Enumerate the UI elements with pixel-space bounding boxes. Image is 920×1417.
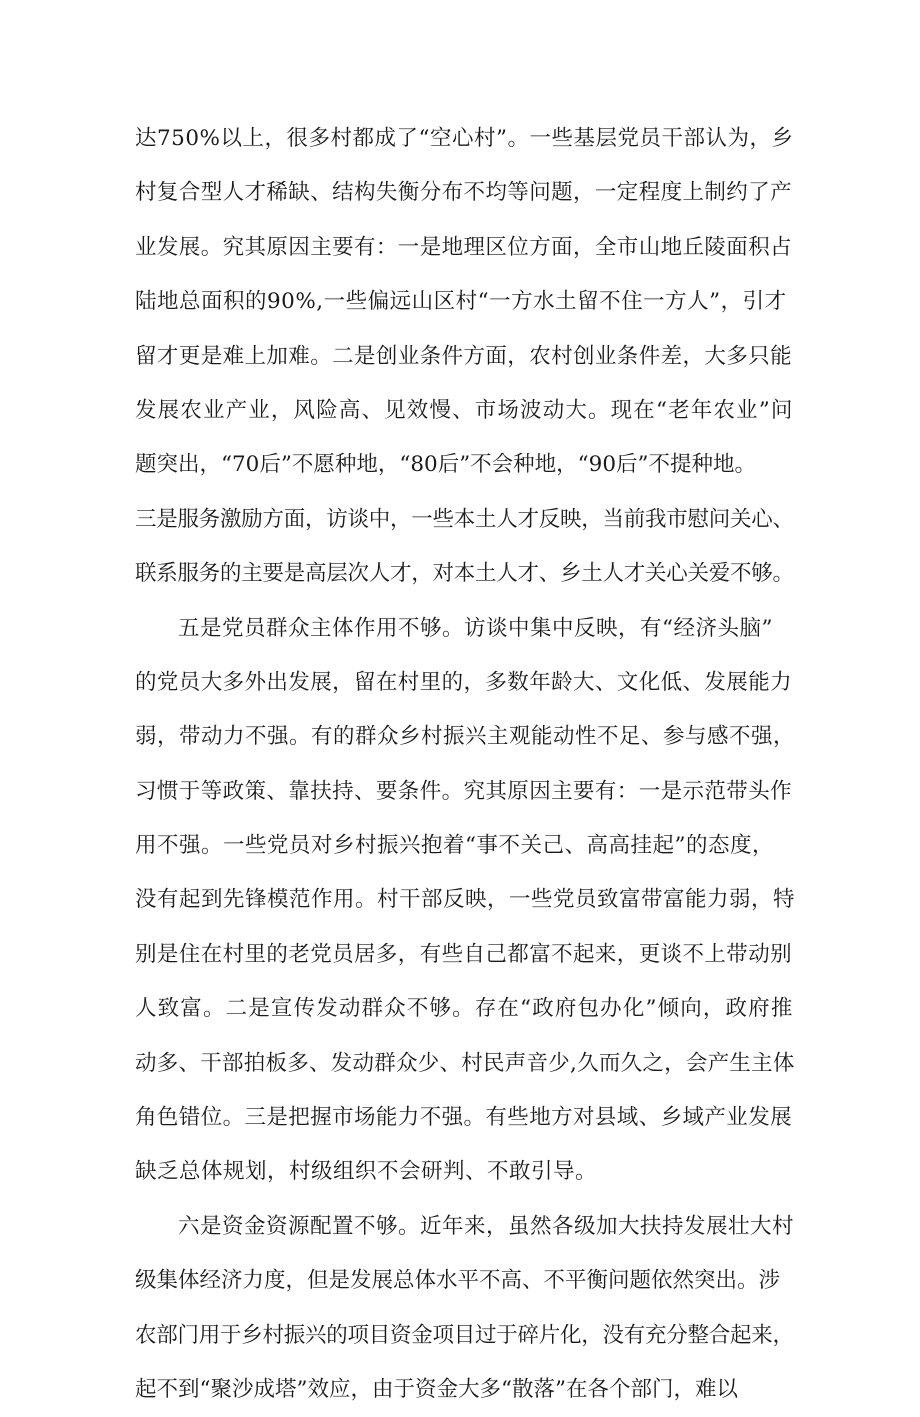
text-line: 角色错位。三是把握市场能力不强。有些地方对县域、乡域产业发展 xyxy=(135,1105,793,1131)
text-line: 习惯于等政策、靠扶持、要条件。究其原因主要有：一是示范带头作 xyxy=(135,778,793,804)
paragraph-start-line: 六是资金资源配置不够。近年来，虽然各级加大扶持发展壮大村 xyxy=(178,1213,795,1239)
text-line: 弱，带动力不强。有的群众乡村振兴主观能动性不足、参与感不强， xyxy=(135,724,796,750)
text-line: 用不强。一些党员对乡村振兴抱着“事不关己、高高挂起”的态度， xyxy=(135,833,774,859)
text-line: 村复合型人才稀缺、结构失衡分布不均等问题，一定程度上制约了产 xyxy=(135,180,793,206)
paragraph-start-line: 五是党员群众主体作用不够。访谈中集中反映，有“经济头脑” xyxy=(178,615,773,641)
text-line: 业发展。究其原因主要有：一是地理区位方面，全市山地丘陵面积占 xyxy=(135,234,793,260)
text-line: 达750%以上，很多村都成了“空心村”。一些基层党员干部认为，乡 xyxy=(135,126,794,151)
body-text xyxy=(135,112,795,1417)
text-line: 的党员大多外出发展，留在村里的，多数年龄大、文化低、发展能力 xyxy=(135,669,793,695)
text-line: 起不到“聚沙成塔”效应，由于资金大多“散落”在各个部门，难以 xyxy=(135,1376,738,1402)
text-line: 陆地总面积的90%,一些偏远山区村“一方水土留不住一方人”，引才 xyxy=(135,289,787,315)
text-line: 没有起到先锋模范作用。村干部反映，一些党员致富带富能力弱，特 xyxy=(135,887,796,913)
text-line: 缺乏总体规划，村级组织不会研判、不敢引导。 xyxy=(135,1159,598,1185)
text-line: 发展农业产业，风险高、见效慢、市场波动大。现在“老年农业”问 xyxy=(135,397,794,423)
text-line: 留才更是难上加难。二是创业条件方面，农村创业条件差，大多只能 xyxy=(135,343,793,369)
text-line: 题突出，“70后”不愿种地，“80后”不会种地，“90后”不提种地。 xyxy=(135,452,757,478)
text-line: 农部门用于乡村振兴的项目资金项目过于碎片化，没有充分整合起来， xyxy=(135,1322,794,1348)
text-line: 动多、干部拍板多、发动群众少、村民声音少,久而久之，会产生主体 xyxy=(135,1050,795,1076)
text-line: 别是住在村里的老党员居多，有些自己都富不起来，更谈不上带动别 xyxy=(135,941,793,967)
text-line: 联系服务的主要是高层次人才，对本土人才、乡土人才关心关爱不够。 xyxy=(135,561,794,587)
text-line: 人致富。二是宣传发动群众不够。存在“政府包办化”倾向，政府推 xyxy=(135,996,794,1022)
text-line: 三是服务激励方面，访谈中，一些本土人才反映，当前我市慰问关心、 xyxy=(135,506,794,532)
text-line: 级集体经济力度，但是发展总体水平不高、不平衡问题依然突出。涉 xyxy=(135,1268,781,1294)
